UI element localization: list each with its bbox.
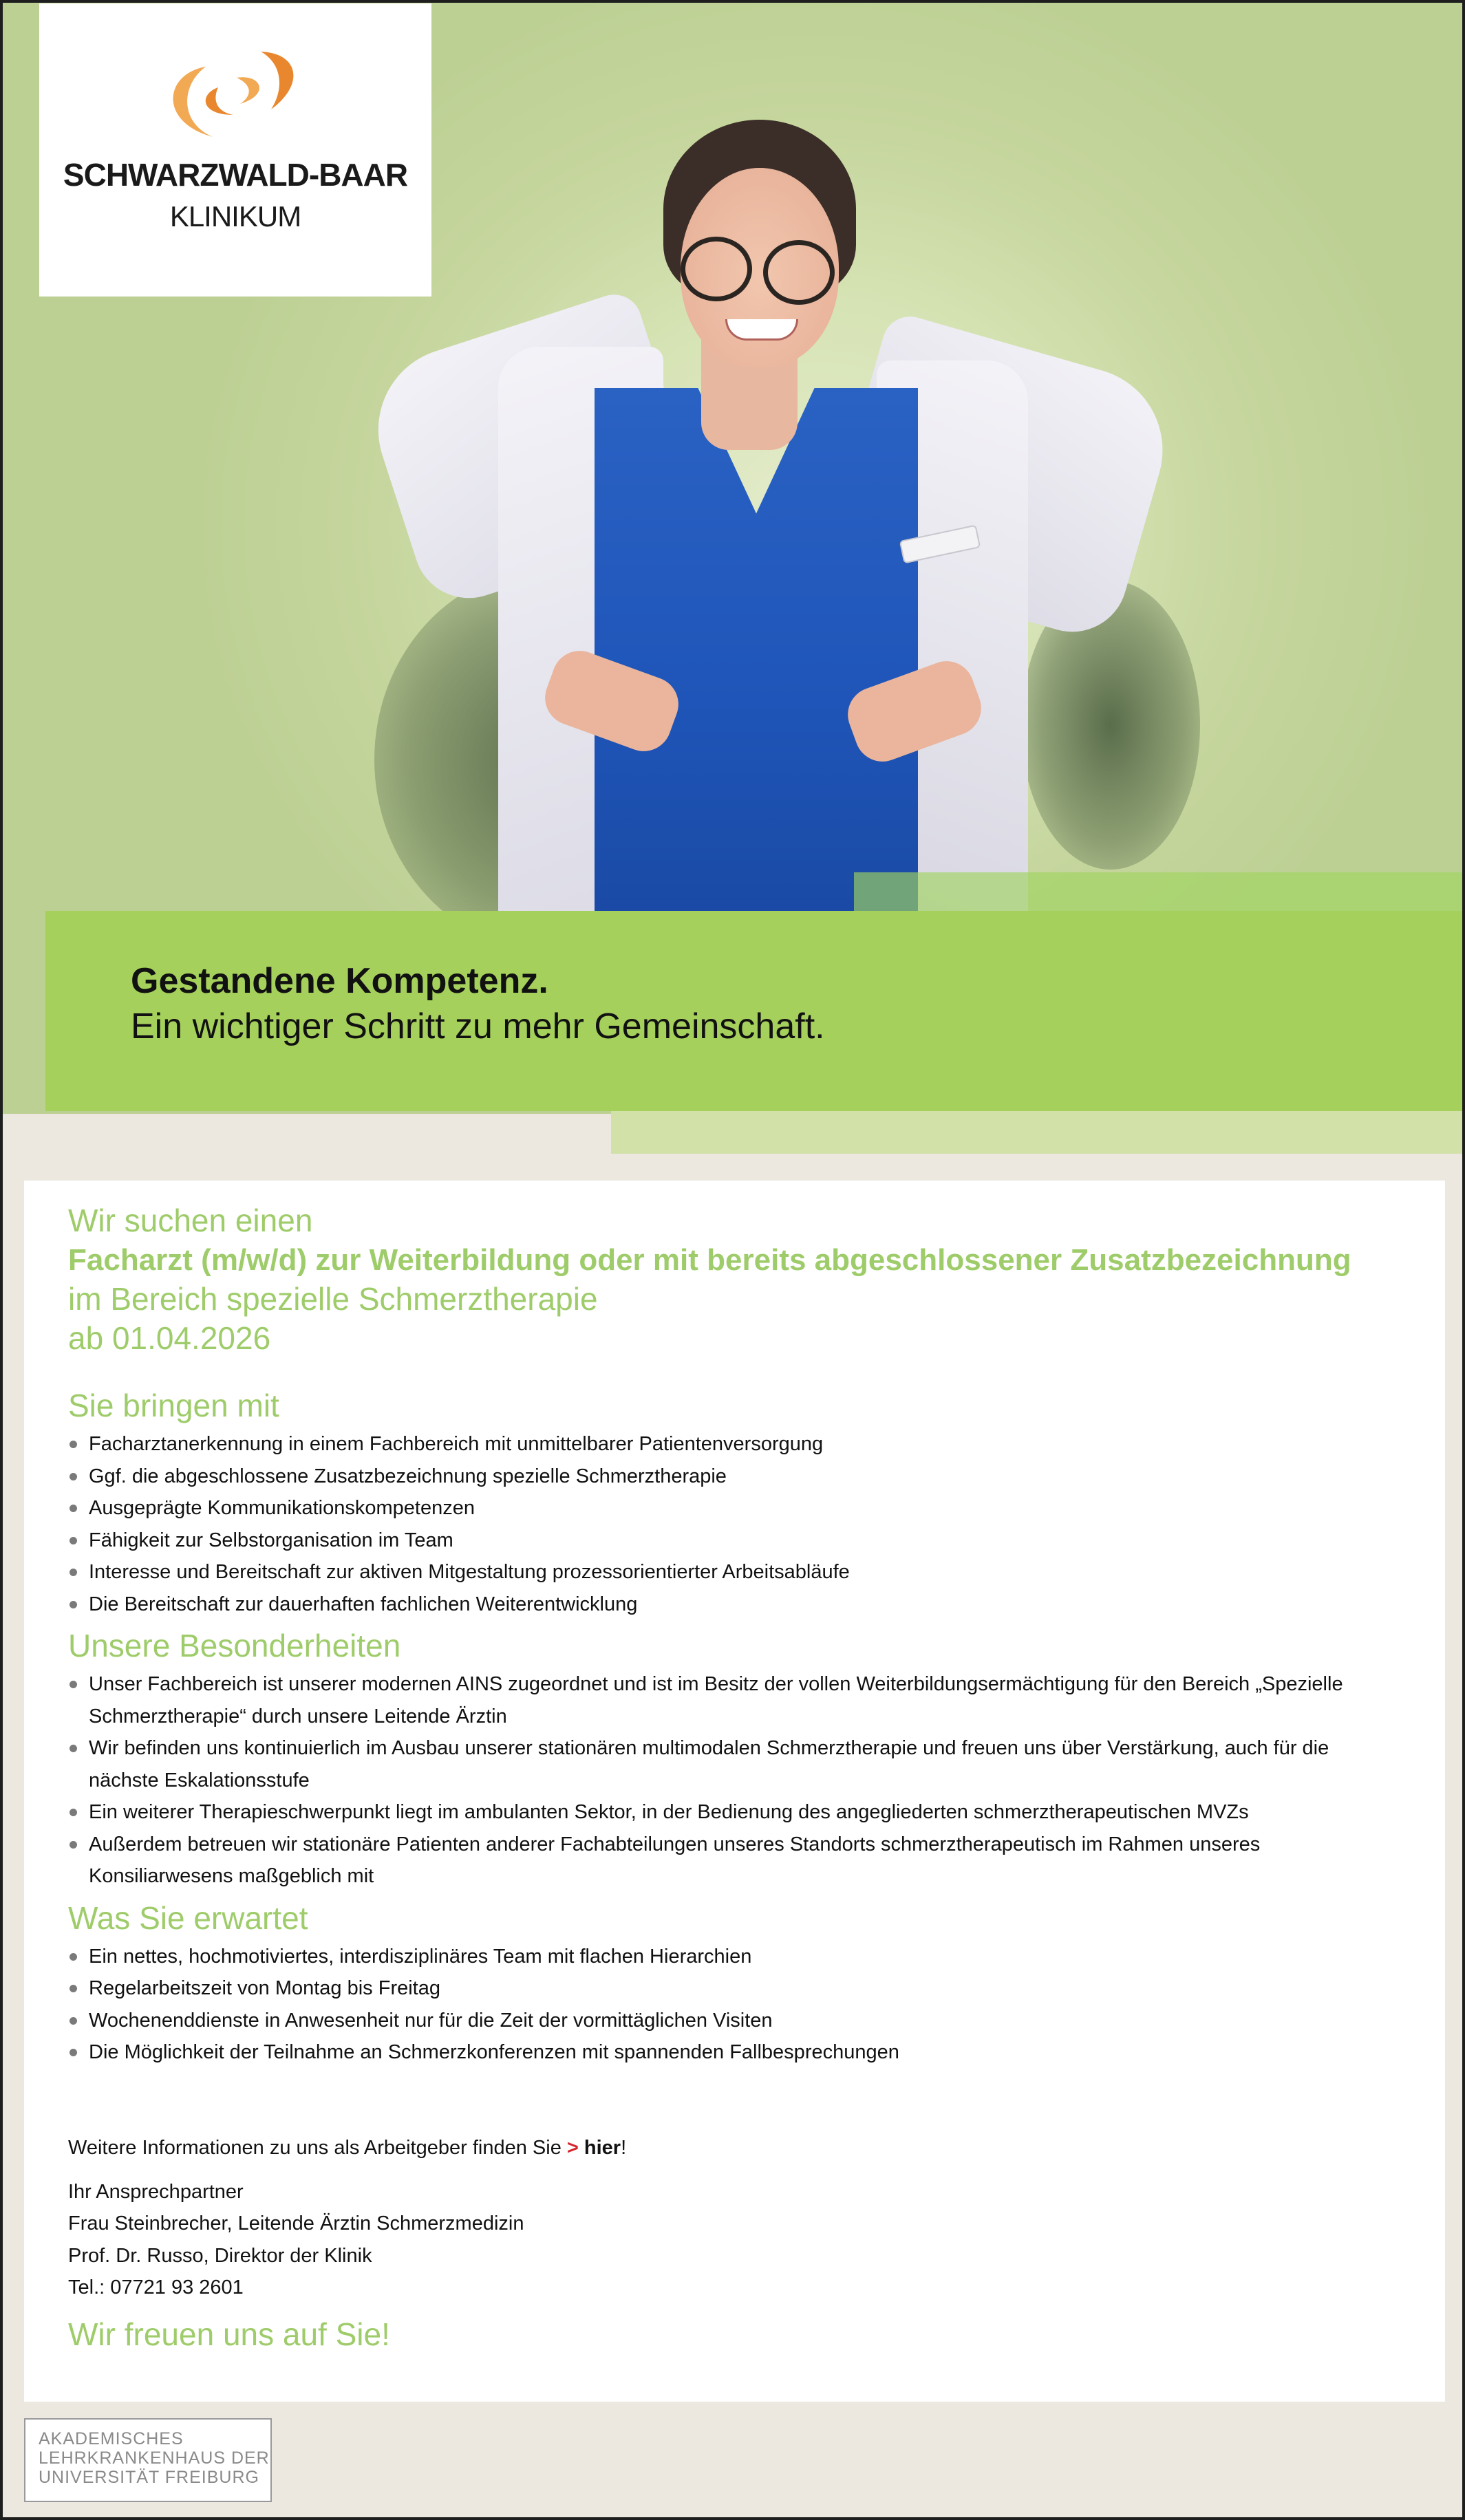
green-overlay-block-bottom <box>611 1111 1462 1154</box>
list-item: Ausgeprägte Kommunikationskompetenzen <box>68 1492 1431 1525</box>
list-item: Die Bereitschaft zur dauerhaften fachlichen Weiterentwicklung <box>68 1589 1431 1621</box>
contact-phone: Tel.: 07721 93 2601 <box>68 2276 244 2298</box>
job-area: im Bereich spezielle Schmerztherapie <box>68 1281 598 1317</box>
contact-heading: Ihr Ansprechpartner <box>68 2180 244 2203</box>
banner-headline: Gestandene Kompetenz. <box>131 961 548 1001</box>
clinic-logo <box>39 3 431 297</box>
glasses-right-lens <box>763 240 835 305</box>
employer-info-line <box>68 2132 1431 2164</box>
slogan-banner <box>45 911 1462 1111</box>
section-heading-specialties: Unsere Besonderheiten <box>68 1628 401 1663</box>
employer-info-text: Weitere Informationen zu uns als Arbeitgeber finden Sie <box>68 2136 562 2159</box>
job-title: Facharzt (m/w/d) zur Weiterbildung oder mit bereits abgeschlossener Zusatzbezeichnung <box>68 1243 1351 1277</box>
banner-subline: Ein wichtiger Schritt zu mehr Gemeinschaft. <box>131 1006 825 1046</box>
badge-line-3: UNIVERSITÄT FREIBURG <box>39 2468 259 2487</box>
list-item: Außerdem betreuen wir stationäre Patienten anderer Fachabteilungen unseres Standorts schmerztherapeutisch im Rahmen unseres Konsiliarwesens maßgeblich mit <box>68 1829 1403 1893</box>
list-item: Die Möglichkeit der Teilnahme an Schmerzkonferenzen mit spannenden Fallbesprechungen <box>68 2036 1431 2069</box>
list-item: Wochenenddienste in Anwesenheit nur für die Zeit der vormittäglichen Visiten <box>68 2005 1431 2037</box>
contact-block <box>68 2176 1431 2304</box>
list-item: Fähigkeit zur Selbstorganisation im Team <box>68 1525 1431 1557</box>
contact-person-1: Frau Steinbrecher, Leitende Ärztin Schmerzmedizin <box>68 2212 524 2234</box>
logo-title: SCHWARZWALD-BAAR <box>63 157 408 193</box>
section-heading-requirements: Sie bringen mit <box>68 1388 279 1423</box>
section-heading-benefits: Was Sie erwartet <box>68 1899 308 1936</box>
badge-line-1: AKADEMISCHES <box>39 2429 184 2448</box>
list-item: Facharztanerkennung in einem Fachbereich mit unmittelbarer Patientenversorgung <box>68 1428 1431 1461</box>
employer-info-link[interactable]: hier <box>584 2136 621 2159</box>
specialties-list <box>68 1668 1403 1893</box>
list-item: Interesse und Bereitschaft zur aktiven Mitgestaltung prozessorientierter Arbeitsabläufe <box>68 1556 1431 1589</box>
job-ad-page <box>3 3 1462 2517</box>
job-description-card <box>24 1181 1445 2402</box>
list-item: Ggf. die abgeschlossene Zusatzbezeichnung spezielle Schmerztherapie <box>68 1461 1431 1493</box>
badge-line-2: LEHRKRANKENHAUS DER <box>39 2448 270 2468</box>
closing-line: Wir freuen uns auf Sie! <box>68 2316 390 2352</box>
blue-scrubs <box>595 388 918 911</box>
list-item: Ein nettes, hochmotiviertes, interdisziplinäres Team mit flachen Hierarchien <box>68 1941 1431 1973</box>
orange-swirl-logo-icon <box>158 46 309 142</box>
contact-person-2: Prof. Dr. Russo, Direktor der Klinik <box>68 2244 372 2267</box>
logo-subtitle: KLINIKUM <box>169 200 301 233</box>
list-item: Ein weiterer Therapieschwerpunkt liegt im ambulanten Sektor, in der Bedienung des angegliederten schmerztherapeutischen MVZs <box>68 1796 1403 1829</box>
employer-info-suffix: ! <box>621 2136 627 2159</box>
job-start-date: ab 01.04.2026 <box>68 1320 271 1356</box>
job-intro: Wir suchen einen <box>68 1203 313 1238</box>
list-item: Regelarbeitszeit von Montag bis Freitag <box>68 1972 1431 2005</box>
chevron-right-icon[interactable]: > <box>566 2136 579 2159</box>
green-overlay-block-top <box>854 872 1462 912</box>
benefits-list <box>68 1941 1431 2069</box>
glasses-left-lens <box>681 237 752 301</box>
list-item: Unser Fachbereich ist unserer modernen AINS zugeordnet und ist im Besitz der vollen Weiterbildungsermächtigung für den Bereich „Spezielle Schmerztherapie“ durch unsere Leitende Ärztin <box>68 1668 1403 1732</box>
university-teaching-hospital-badge <box>24 2418 272 2502</box>
smile <box>725 319 798 341</box>
requirements-list <box>68 1428 1431 1620</box>
list-item: Wir befinden uns kontinuierlich im Ausbau unserer stationären multimodalen Schmerztherapie und freuen uns über Verstärkung, auch für die nächste Eskalationsstufe <box>68 1732 1403 1796</box>
